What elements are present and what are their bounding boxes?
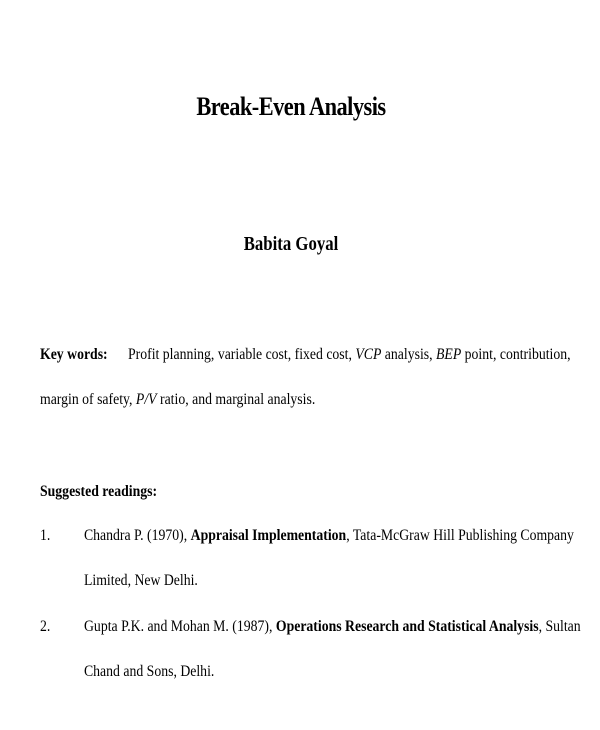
reading-2-author: Gupta P.K. and Mohan M. (1987), bbox=[84, 618, 273, 635]
keywords-text-2: analysis, bbox=[384, 346, 433, 363]
reading-1-number: 1. bbox=[40, 527, 51, 544]
reading-1-title: Appraisal Implementation bbox=[190, 527, 347, 544]
keywords-line-2 bbox=[40, 390, 315, 410]
reading-1-author: Chandra P. (1970), bbox=[84, 527, 188, 544]
reading-1-line-1 bbox=[84, 526, 574, 546]
reading-2-number: 2. bbox=[40, 618, 51, 635]
reading-2-title: Operations Research and Statistical Analysis bbox=[275, 618, 539, 635]
keywords-text-5: ratio, and marginal analysis. bbox=[159, 391, 316, 408]
reading-1-line-2: Limited, New Delhi. bbox=[84, 572, 198, 589]
reading-1-publisher: , Tata-McGraw Hill Publishing Company bbox=[346, 527, 574, 544]
keywords-vcp: VCP bbox=[355, 346, 382, 363]
keywords-text-3: point, contribution, bbox=[464, 346, 571, 363]
reading-2-line-1 bbox=[84, 617, 581, 637]
keywords-label: Key words: bbox=[40, 346, 108, 363]
keywords-pv: P/V bbox=[135, 391, 157, 408]
suggested-readings-heading: Suggested readings: bbox=[40, 483, 158, 500]
keywords-text-4: margin of safety, bbox=[40, 391, 133, 408]
keywords-line-1 bbox=[128, 345, 571, 365]
document-title: Break-Even Analysis bbox=[196, 92, 386, 121]
keywords-text-1: Profit planning, variable cost, fixed cost, bbox=[128, 346, 352, 363]
keywords-bep: BEP bbox=[436, 346, 462, 363]
author-name: Babita Goyal bbox=[243, 234, 339, 255]
reading-2-publisher: , Sultan bbox=[538, 618, 581, 635]
reading-2-line-2: Chand and Sons, Delhi. bbox=[84, 663, 215, 680]
